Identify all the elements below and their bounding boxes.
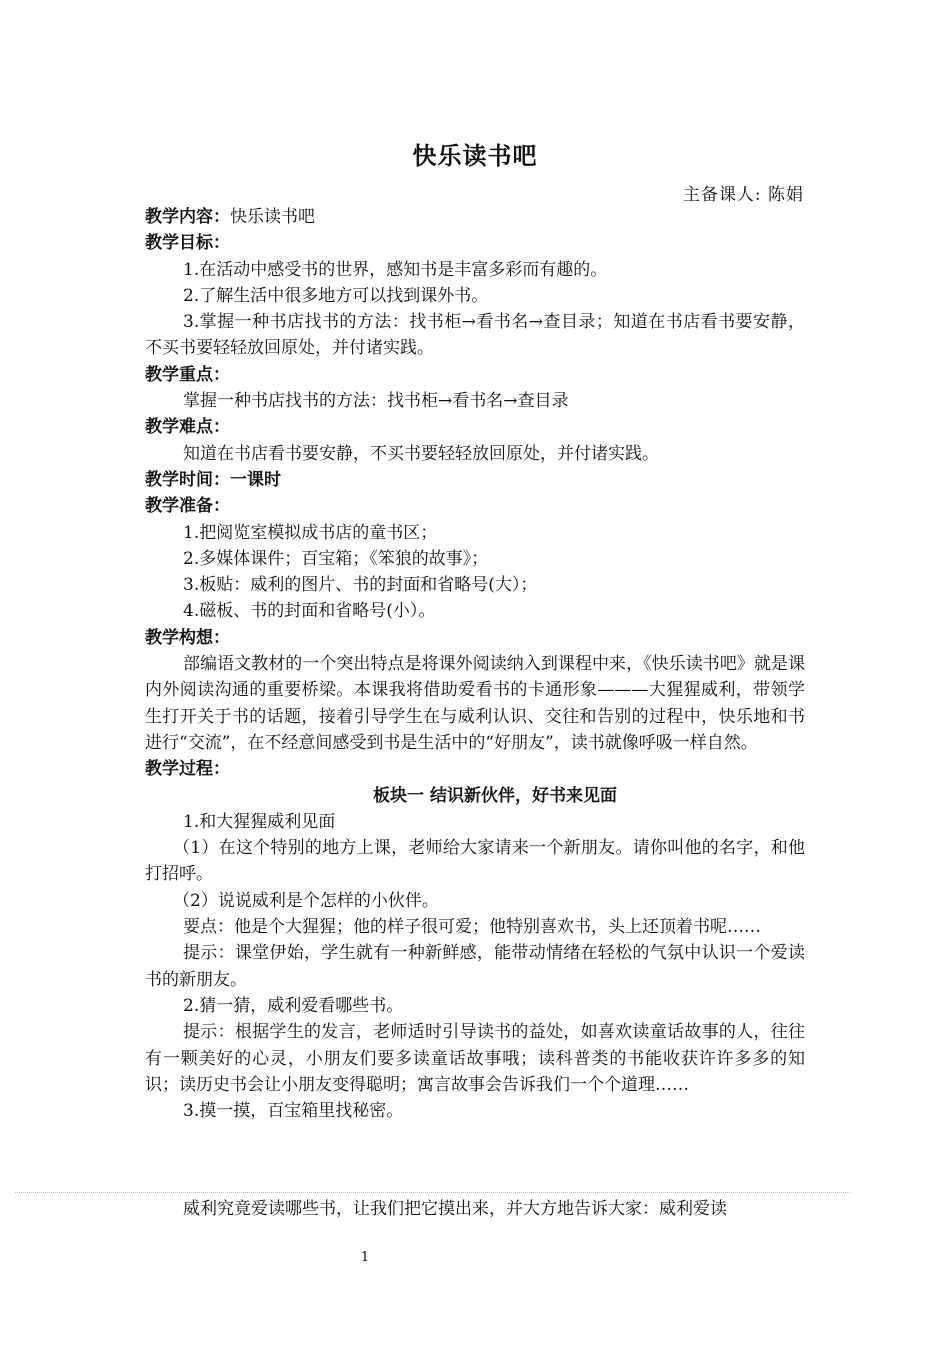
goal-item: 1.在活动中感受书的世界，感知书是丰富多彩而有趣的。 [183, 259, 608, 280]
document-body [145, 204, 805, 1124]
step-heading: 3.摸一摸，百宝箱里找秘密。 [183, 1101, 404, 1122]
prep-item: 2.多媒体课件；百宝箱；《笨狼的故事》； [183, 548, 489, 569]
page-divider [15, 1192, 850, 1193]
key-heading: 教学重点： [145, 364, 230, 385]
key-point: 掌握一种书店找书的方法：找书柜→看书名→查目录 [183, 391, 569, 412]
page-number: 1 [360, 1250, 370, 1265]
document-title: 快乐读书吧 [412, 142, 538, 170]
content-heading [145, 204, 805, 230]
step-tip: 提示：课堂伊始，学生就有一种新鲜感，能带动情绪在轻松的气氛中认识一个爱读书的新朋友。 [145, 943, 805, 990]
difficulty-heading: 教学难点： [145, 417, 230, 438]
step-tip: 提示：根据学生的发言，老师适时引导读书的益处，如喜欢读童话故事的人，往往有一颗美好的心灵，小朋友们要多读童话故事哦；读科普类的书能收获许许多多的知识；读历史书会让小朋友变得聪明；寓言故事会告诉我们一个个道理…… [145, 1022, 805, 1095]
prep-item: 4.磁板、书的封面和省略号(小）。 [183, 601, 436, 622]
content-value: 快乐读书吧 [230, 207, 315, 227]
time-heading: 教学时间：一课时 [145, 469, 281, 490]
step-heading: 1.和大猩猩威利见面 [183, 811, 336, 832]
goal-item: 2.了解生活中很多地方可以找到课外书。 [183, 285, 489, 306]
author-line: 主备课人: 陈娟 [682, 185, 804, 205]
step-point: 要点：他是个大猩猩；他的样子很可爱；他特别喜欢书，头上还顶着书呢…… [183, 917, 761, 938]
step-text: 威利究竟爱读哪些书，让我们把它摸出来，并大方地告诉大家：威利爱读 [183, 1199, 727, 1219]
goals-heading: 教学目标： [145, 233, 230, 254]
step-question: （2）说说威利是个怎样的小伙伴。 [173, 890, 439, 911]
goal-item: 3.掌握一种书店找书的方法：找书柜→看书名→查目录；知道在书店看书要安静，不买书要轻轻放回原处，并付诸实践。 [145, 312, 805, 359]
difficulty-text: 知道在书店看书要安静，不买书要轻轻放回原处，并付诸实践。 [183, 443, 659, 464]
section-title: 板块一 结识新伙伴，好书来见面 [373, 785, 617, 806]
concept-text: 部编语文教材的一个突出特点是将课外阅读纳入到课程中来，《快乐读书吧》就是课内外阅读沟通的重要桥梁。本课我将借助爱看书的卡通形象———大猩猩威利，带领学生打开关于书的话题，接着引导学生在与威利认识、交往和告别的过程中，快乐地和书进行“交流”，在不经意间感受到书是生活中的“好朋友”，读书就像呼吸一样自然。 [145, 654, 805, 753]
process-heading: 教学过程： [145, 759, 230, 780]
prep-item: 1.把阅览室模拟成书店的童书区； [183, 522, 438, 543]
prep-heading: 教学准备： [145, 496, 230, 517]
concept-heading: 教学构想： [145, 627, 230, 648]
content-label: 教学内容： [145, 207, 230, 227]
step-question: （1）在这个特别的地方上课，老师给大家请来一个新朋友。请你叫他的名字，和他打招呼。 [145, 838, 805, 885]
step-heading: 2.猜一猜，威利爱看哪些书。 [183, 995, 404, 1016]
prep-item: 3.板贴：威利的图片、书的封面和省略号(大）； [183, 575, 538, 596]
